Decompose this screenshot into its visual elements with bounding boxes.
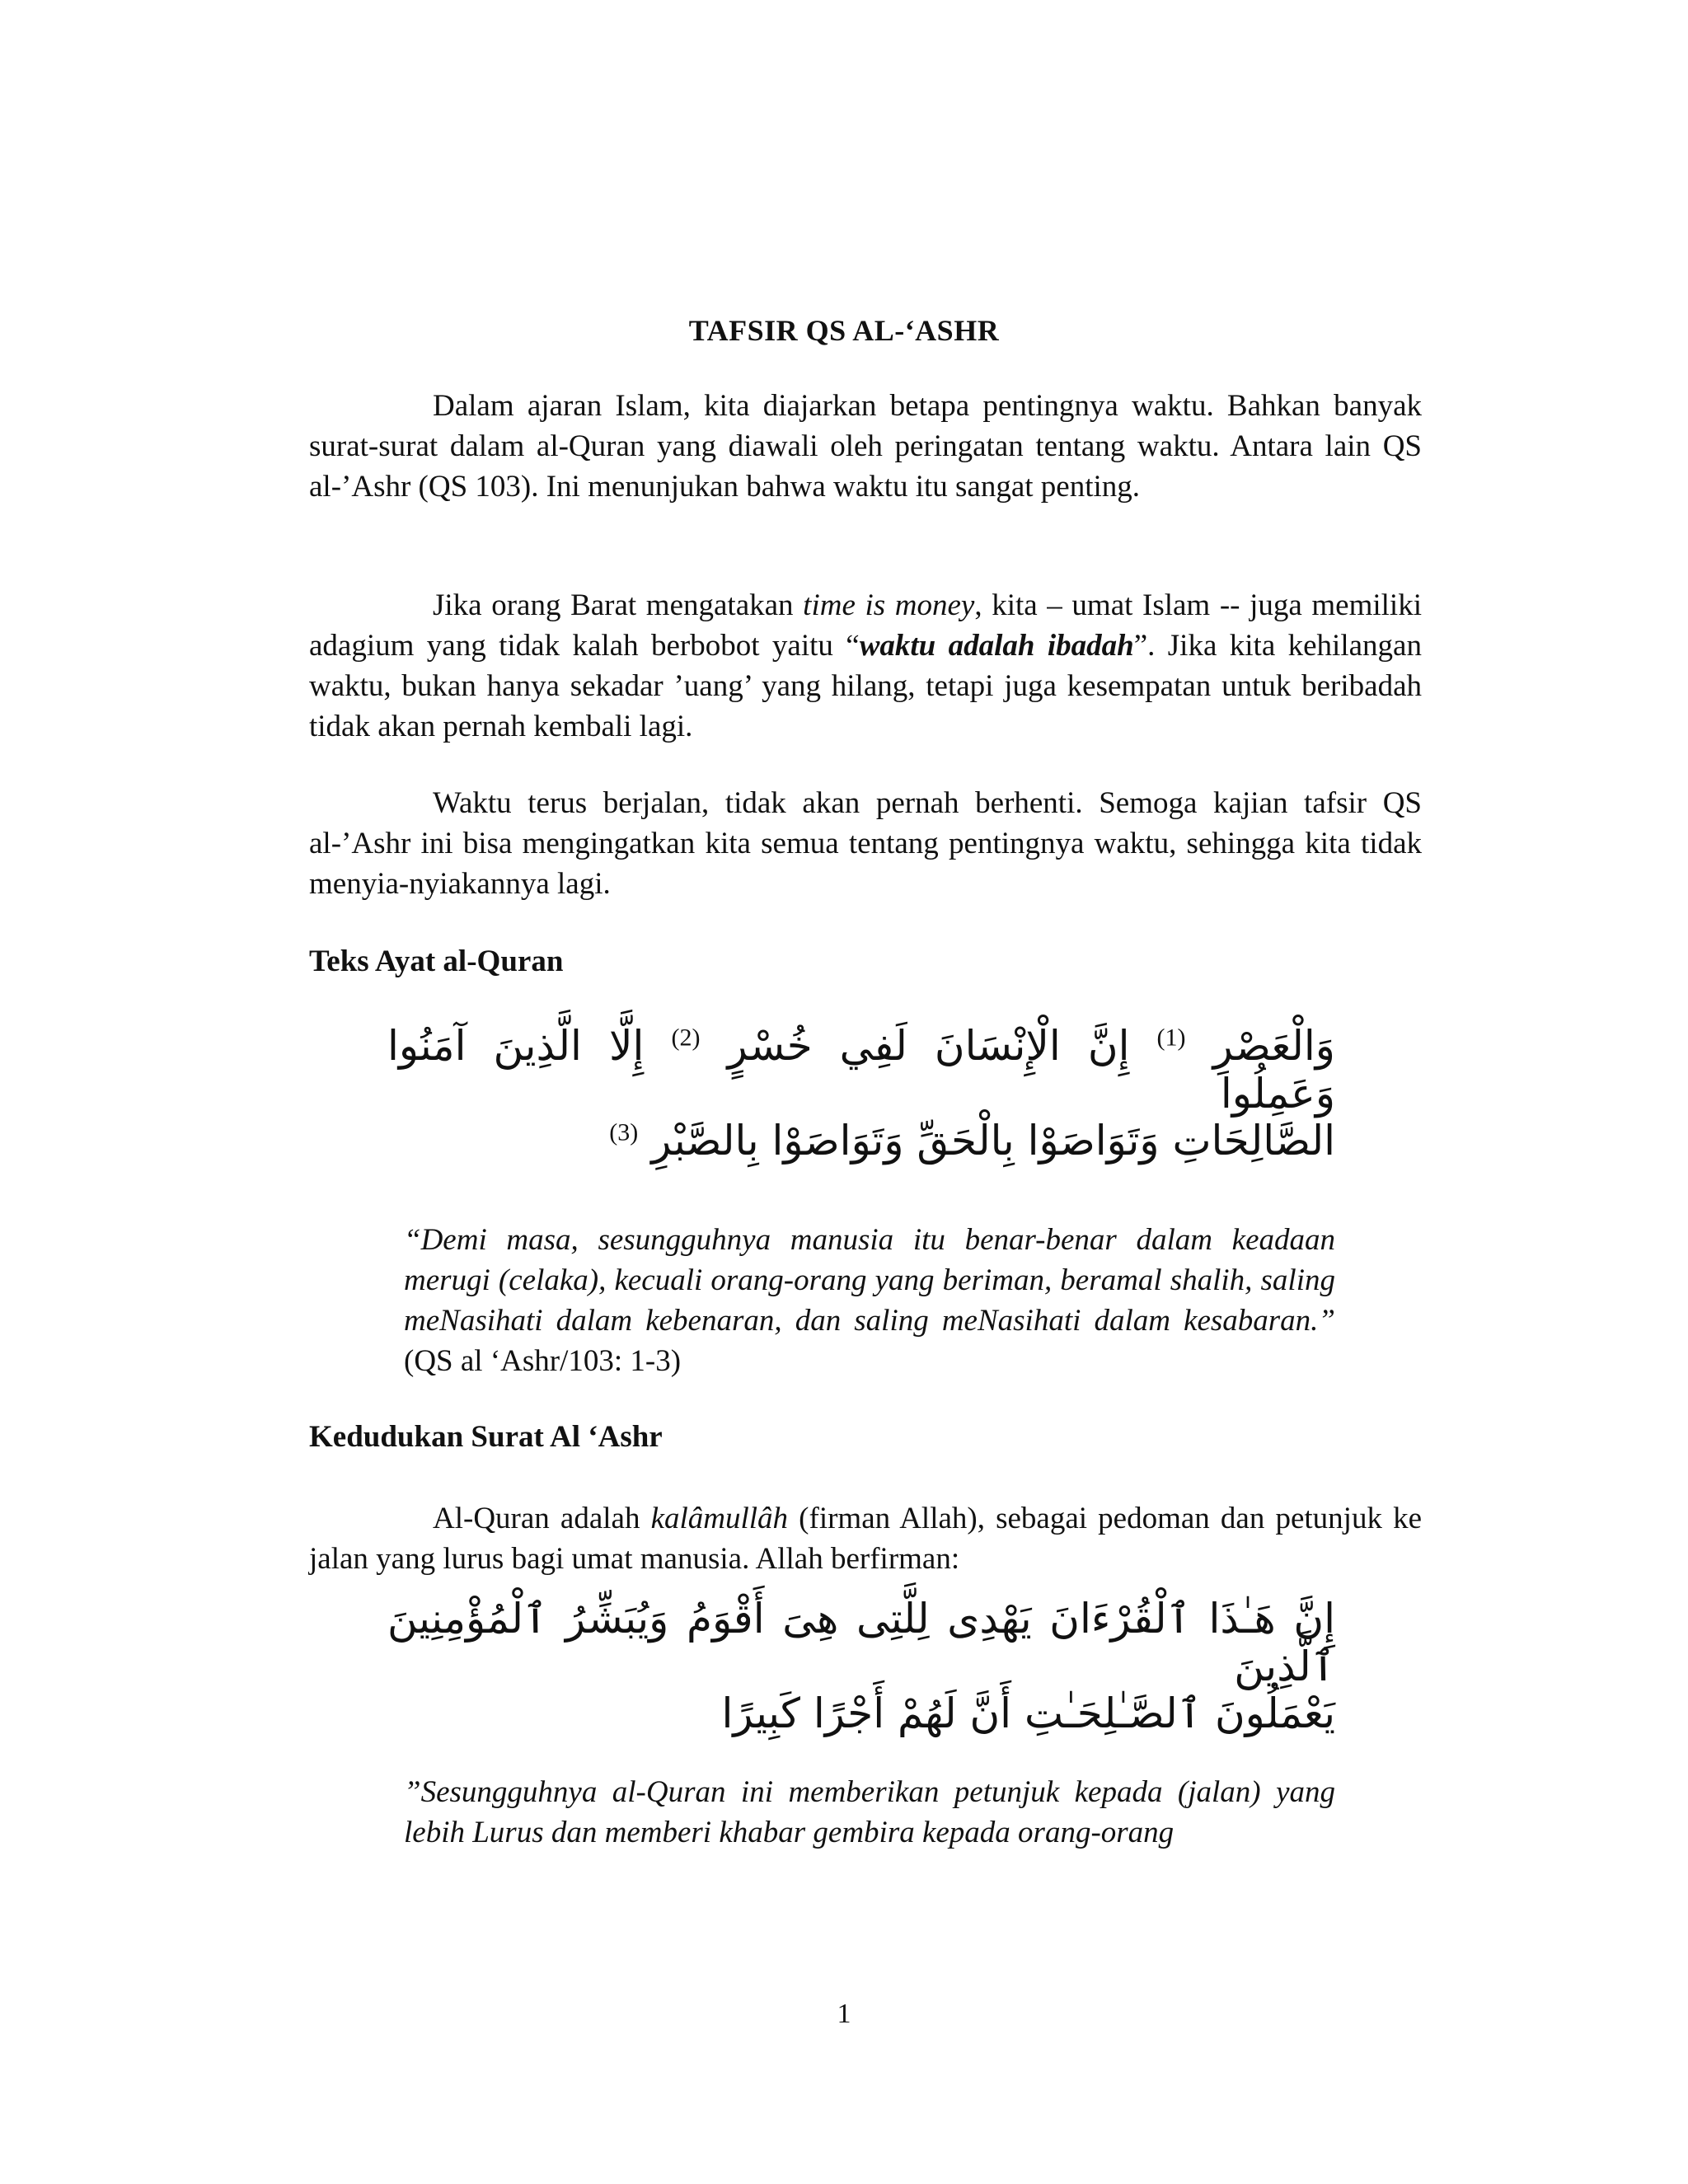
intro-p2-text-3: ”. Jika kita kehilangan waktu, bukan hanya sekadar ’uang’ yang hilang, tetapi juga kesempatan untuk beribadah tidak akan pernah kembali lagi.	[309, 629, 1422, 743]
arabic-quote-line-1: إِنَّ هَـٰذَا ٱلْقُرْءَانَ يَهْدِى لِلَّتِى هِىَ أَقْوَمُ وَيُبَشِّرُ ٱلْمُؤْمِنِينَ ٱلَّذِينَ	[387, 1595, 1335, 1690]
arabic-verse-line-2	[387, 1117, 1335, 1165]
arabic-quote-line-2: يَعْمَلُونَ ٱلصَّـٰلِحَـٰتِ أَنَّ لَهُمْ أَجْرًا كَبِيرًا	[721, 1690, 1335, 1737]
page-title: TAFSIR QS AL-‘ASHR	[688, 314, 1000, 347]
intro-paragraph-3-text: Waktu terus berjalan, tidak akan pernah berhenti. Semoga kajian tafsir QS al-’Ashr ini bisa mengingatkan kita semua tentang pentingnya waktu, sehingga kita tidak menyia-nyiakannya lagi.	[309, 786, 1422, 901]
kedudukan-italic-term: kalâmullâh	[650, 1502, 789, 1535]
intro-paragraph-3	[309, 783, 1422, 904]
arabic-ayah-1: وَالْعَصْرِ	[1212, 1022, 1335, 1070]
intro-paragraph-1	[309, 386, 1422, 507]
section-heading-kedudukan: Kedudukan Surat Al ‘Ashr	[309, 1420, 663, 1454]
kedudukan-text-1: Al-Quran adalah	[433, 1502, 651, 1535]
quote-translation: ”Sesungguhnya al-Quran ini memberikan petunjuk kepada (jalan) yang lebih Lurus dan memberi khabar gembira kepada orang-orang	[404, 1775, 1335, 1849]
arabic-ayah-2: إِنَّ الْإِنْسَانَ لَفِي خُسْرٍ	[727, 1022, 1130, 1070]
arabic-ayah-3a: إِلَّا الَّذِينَ آمَنُوا وَعَمِلُوا	[387, 1022, 1335, 1118]
arabic-verse-line-1	[387, 1022, 1335, 1118]
ayah-number-2: (2)	[671, 1024, 701, 1052]
intro-p2-text-1: Jika orang Barat mengatakan	[433, 588, 804, 622]
ayah-number-3: (3)	[609, 1118, 639, 1146]
intro-paragraph-1-text: Dalam ajaran Islam, kita diajarkan betapa pentingnya waktu. Bahkan banyak surat-surat dalam al-Quran yang diawali oleh peringatan tentang waktu. Antara lain QS al-’Ashr (QS 103). Ini menunjukan bahwa waktu itu sangat penting.	[309, 389, 1422, 504]
arabic-ayah-3b: الصَّالِحَاتِ وَتَوَاصَوْا بِالْحَقِّ وَتَوَاصَوْا بِالصَّبْرِ	[651, 1117, 1335, 1165]
intro-p2-text-2: , kita – umat Islam -- juga memiliki adagium yang tidak kalah berbobot yaitu “	[309, 588, 1422, 663]
verse-reference: (QS al ‘Ashr/103: 1-3)	[404, 1344, 682, 1378]
page-number: 1	[837, 1999, 851, 2029]
kedudukan-paragraph	[309, 1498, 1422, 1579]
verse-translation	[404, 1220, 1335, 1381]
intro-p2-emphasis: waktu adalah ibadah	[859, 629, 1134, 663]
section-heading-ayat: Teks Ayat al-Quran	[309, 944, 564, 978]
intro-p2-italic-phrase: time is money	[803, 588, 975, 622]
kedudukan-text-2: (firman Allah), sebagai pedoman dan petunjuk ke jalan yang lurus bagi umat manusia. Allah berfirman:	[309, 1502, 1422, 1576]
translation-text: “Demi masa, sesungguhnya manusia itu benar-benar dalam keadaan merugi (celaka), kecuali orang-orang yang beriman, beramal shalih, saling meNasihati dalam kebenaran, dan saling meNasihati dalam kesabaran.”	[404, 1223, 1335, 1338]
intro-paragraph-2	[309, 585, 1422, 747]
ayah-number-1: (1)	[1156, 1024, 1186, 1052]
